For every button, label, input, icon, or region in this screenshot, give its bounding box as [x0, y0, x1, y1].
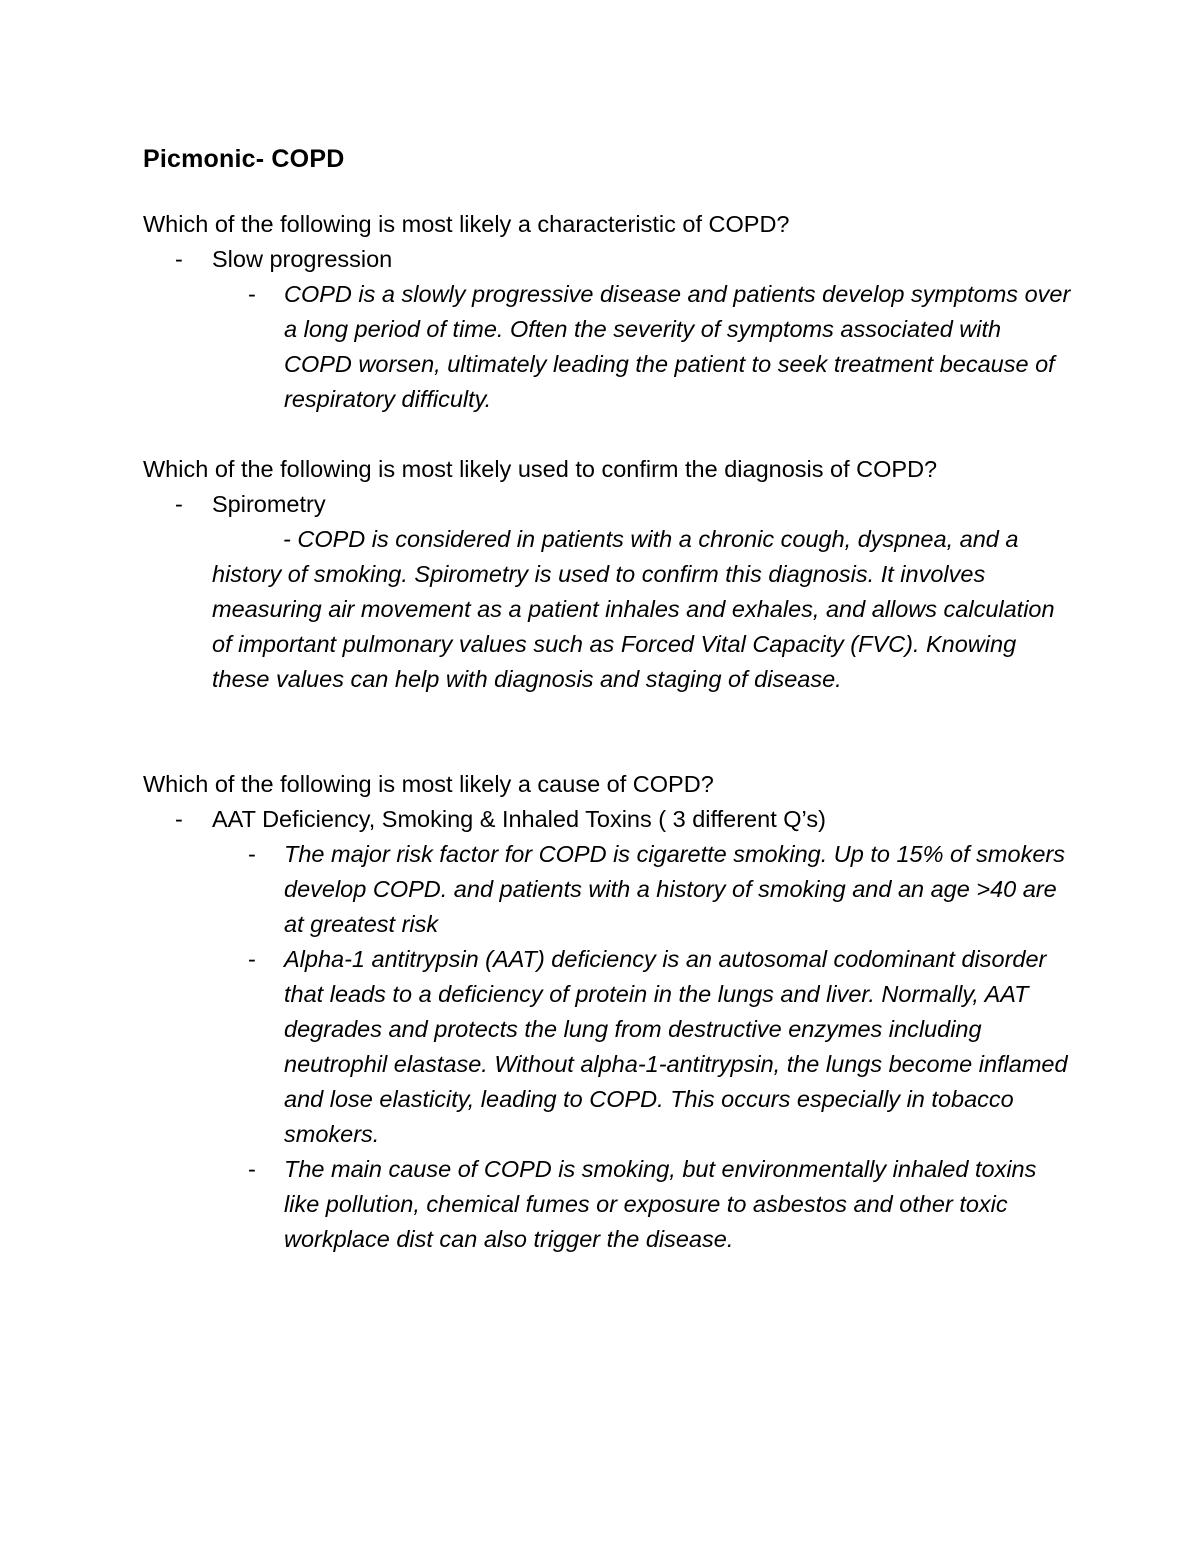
question-1: Which of the following is most likely a characteristic of COPD? — [143, 211, 790, 237]
explanation-2-1: - COPD is considered in patients with a chronic cough, dyspnea, and a history of smoking. Spirometry is used to confirm this diagnosis. It involves measuring air movement as a patient inhales and exhales, and allows calculation of important pulmonary values such as Forced Vital Capacity (FVC). Knowing these values can help with diagnosis and staging of disease. — [212, 526, 1055, 692]
bullet-dash: - — [248, 946, 256, 972]
answer-2: Spirometry — [212, 491, 326, 517]
bullet-dash: - — [248, 1156, 256, 1182]
bullet-dash: - — [248, 841, 256, 867]
answer-3: AAT Deficiency, Smoking & Inhaled Toxins ( 3 different Q’s) — [212, 806, 826, 832]
page-title: Picmonic- COPD — [143, 145, 345, 173]
question-3: Which of the following is most likely a cause of COPD? — [143, 771, 714, 797]
question-2: Which of the following is most likely used to confirm the diagnosis of COPD? — [143, 456, 938, 482]
explanation-1-1: COPD is a slowly progressive disease and patients develop symptoms over a long period of time. Often the severity of symptoms associated with COPD worsen, ultimately leading the patient to seek treatment because of respiratory difficulty. — [284, 281, 1071, 412]
explanation-3-3: The main cause of COPD is smoking, but environmentally inhaled toxins like pollution, chemical fumes or exposure to asbestos and other toxic workplace dist can also trigger the disease. — [284, 1156, 1037, 1252]
bullet-dash: - — [248, 281, 256, 307]
bullet-dash: - — [175, 246, 183, 272]
answer-1: Slow progression — [212, 246, 393, 272]
bullet-dash: - — [175, 491, 183, 517]
bullet-dash: - — [175, 806, 183, 832]
explanation-3-1: The major risk factor for COPD is cigarette smoking. Up to 15% of smokers develop COPD. and patients with a history of smoking and an age >40 are at greatest risk — [284, 841, 1065, 937]
explanation-3-2: Alpha-1 antitrypsin (AAT) deficiency is an autosomal codominant disorder that leads to a deficiency of protein in the lungs and liver. Normally, AAT degrades and protects the lung from destructive enzymes including neutrophil elastase. Without alpha-1-antitrypsin, the lungs become inflamed and lose elasticity, leading to COPD. This occurs especially in tobacco smokers. — [284, 946, 1068, 1147]
